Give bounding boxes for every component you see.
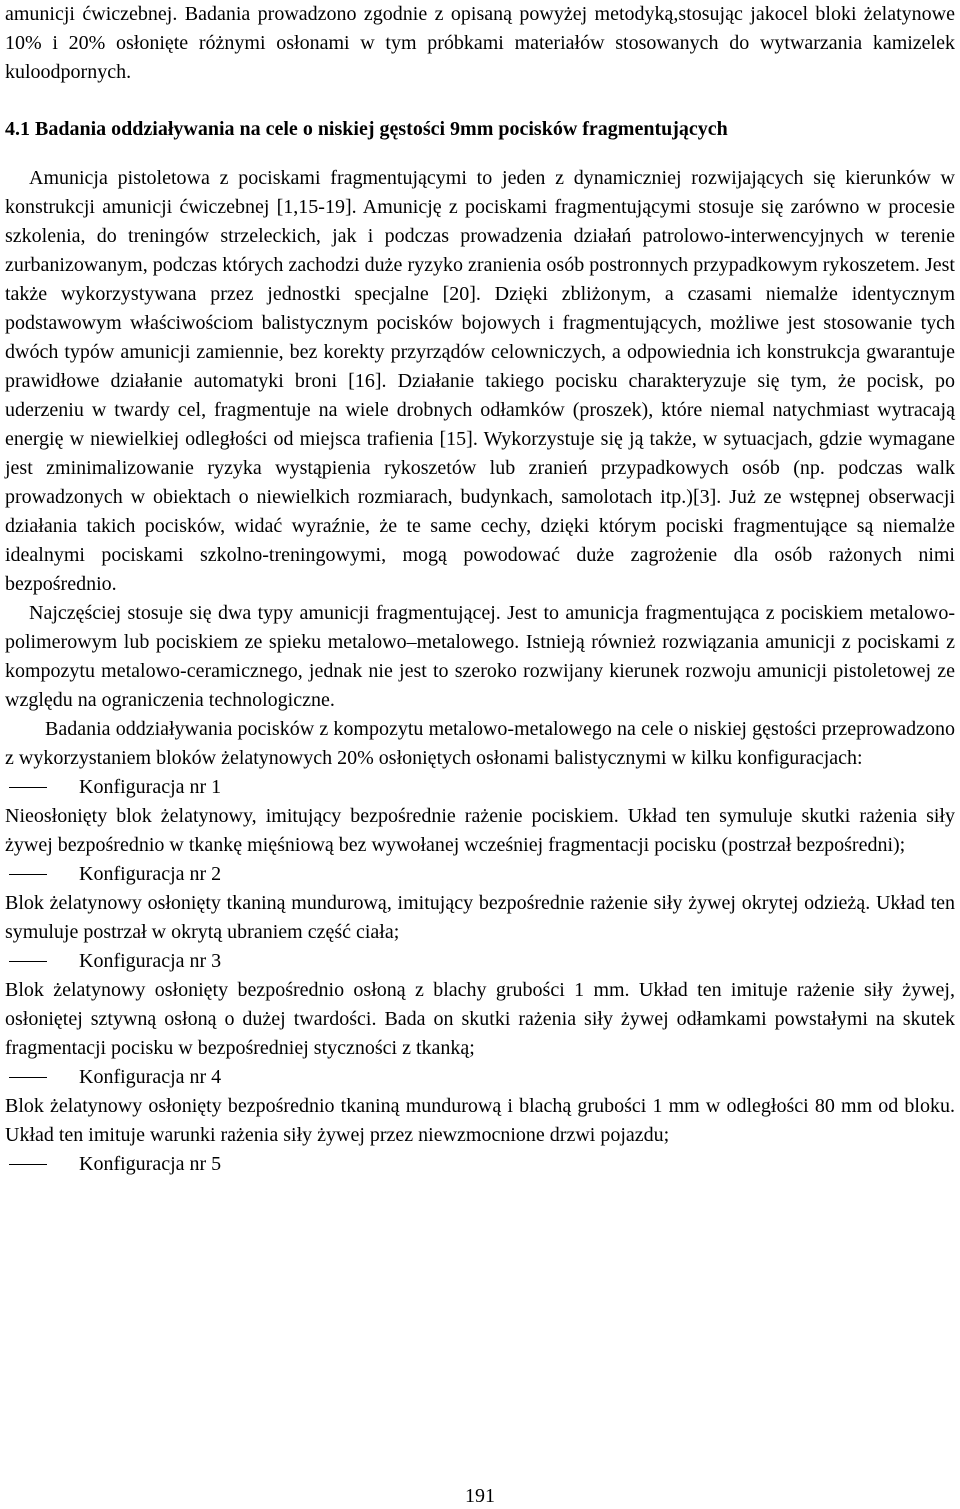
body-paragraph-2: Najczęściej stosuje się dwa typy amunicji fragmentującej. Jest to amunicja fragmentująca z pociskiem metalowo-polimerowym lub pociskiem ze spieku metalowo–metalowego. Istnieją również rozwiązania amunicji z pociskami z kompozytu metalowo-ceramicznego, jednak nie jest to szeroko rozwijany kierunek rozwoju amunicji pistoletowej ze względu na ograniczenia technologiczne. — [5, 602, 955, 711]
body-paragraph-1: Amunicja pistoletowa z pociskami fragmentującymi to jeden z dynamiczniej rozwijających się kierunków w konstrukcji amunicji ćwiczebnej [1,15-19]. Amunicję z pociskami fragmentującymi stosuje się zarówno w procesie szkolenia, do treningów strzeleckich, jak i podczas prowadzenia działań patrolowo-interwencyjnych w terenie zurbanizowanym, podczas których zachodzi duże ryzyko zranienia osób postronnych przypadkowym rykoszetem. Jest także wykorzystywana przez jednostki specjalne [20]. Dzięki zbliżonym, a czasami niemalże identycznym podstawowym właściwościom balistycznym pocisków bojowych i fragmentujących, możliwe jest stosowanie tych dwóch typów amunicji zamiennie, bez korekty przyrządów celowniczych, a odpowiednia ich konstrukcja gwarantuje prawidłowe działanie automatyki broni [16]. Działanie takiego pocisku charakteryzuje się tym, że pocisk, po uderzeniu w twardy cel, fragmentuje na wiele drobnych odłamków (proszek), które niemal natychmiast wytracają energię w niewielkiej odległości od miejsca trafienia [15]. Wykorzystuje się ją także, w sytuacjach, gdzie wymagane jest zminimalizowanie ryzyka wystąpienia rykoszetów lub zranień przypadkowych osób (np. podczas walk prowadzonych w obiektach o niewielkich rozmiarach, budynkach, samolotach itp.)[3]. Już ze wstępnej obserwacji działania takich pocisków, widać wyraźnie, że te same cechy, dzięki którym pociski fragmentujące są niemalże idealnymi pociskami szkolno-treningowymi, mogą powodować duże zagrożenie dla osób rażonych nimi bezpośrednio. — [5, 167, 955, 595]
document-page — [5, 0, 955, 1179]
config-label: Konfiguracja nr 1 — [79, 776, 222, 798]
dash-bullet — [9, 874, 47, 875]
body-paragraph-3: Badania oddziaływania pocisków z kompozytu metalowo-metalowego na cele o niskiej gęstości przeprowadzono z wykorzystaniem bloków żelatynowych 20% osłoniętych osłonami balistycznymi w kilku konfiguracjach: — [5, 718, 955, 769]
config-list-item-3 — [5, 947, 955, 976]
config-label: Konfiguracja nr 3 — [79, 950, 222, 972]
section-heading: 4.1 Badania oddziaływania na cele o niskiej gęstości 9mm pocisków fragmentujących — [5, 118, 728, 140]
page-number: 191 — [465, 1485, 495, 1507]
config-description-1: Nieosłonięty blok żelatynowy, imitujący bezpośrednie rażenie pociskiem. Układ ten symuluje skutki rażenia siły żywej bezpośrednio w tkankę mięśniową bez wywołanej wcześniej fragmentacji pocisku (postrzał bezpośredni); — [5, 805, 955, 856]
config-description-4: Blok żelatynowy osłonięty bezpośrednio tkaniną mundurową i blachą grubości 1 mm w odległości 80 mm od bloku. Układ ten imituje warunki rażenia siły żywej przez niewzmocnione drzwi pojazdu; — [5, 1095, 955, 1146]
config-list-item-2 — [5, 860, 955, 889]
config-label: Konfiguracja nr 2 — [79, 863, 222, 885]
config-list-item-5 — [5, 1150, 955, 1179]
dash-bullet — [9, 1077, 47, 1078]
intro-paragraph: amunicji ćwiczebnej. Badania prowadzono zgodnie z opisaną powyżej metodyką,stosując jakocel bloki żelatynowe 10% i 20% osłonięte różnymi osłonami w tym próbkami materiałów stosowanych do wytwarzania kamizelek kuloodpornych. — [5, 3, 955, 83]
config-description-3: Blok żelatynowy osłonięty bezpośrednio osłoną z blachy grubości 1 mm. Układ ten imituje rażenie siły żywej, osłoniętej sztywną osłoną o dużej twardości. Bada on skutki rażenia siły żywej odłamkami powstałymi na skutek fragmentacji pocisku w bezpośredniej styczności z tkanką; — [5, 979, 955, 1059]
config-label: Konfiguracja nr 4 — [79, 1066, 222, 1088]
dash-bullet — [9, 787, 47, 788]
dash-bullet — [9, 1164, 47, 1165]
config-list-item-1 — [5, 773, 955, 802]
dash-bullet — [9, 961, 47, 962]
config-label: Konfiguracja nr 5 — [79, 1153, 222, 1175]
config-description-2: Blok żelatynowy osłonięty tkaniną mundurową, imitujący bezpośrednie rażenie siły żywej okrytej odzieżą. Układ ten symuluje postrzał w okrytą ubraniem część ciała; — [5, 892, 955, 943]
config-list-item-4 — [5, 1063, 955, 1092]
